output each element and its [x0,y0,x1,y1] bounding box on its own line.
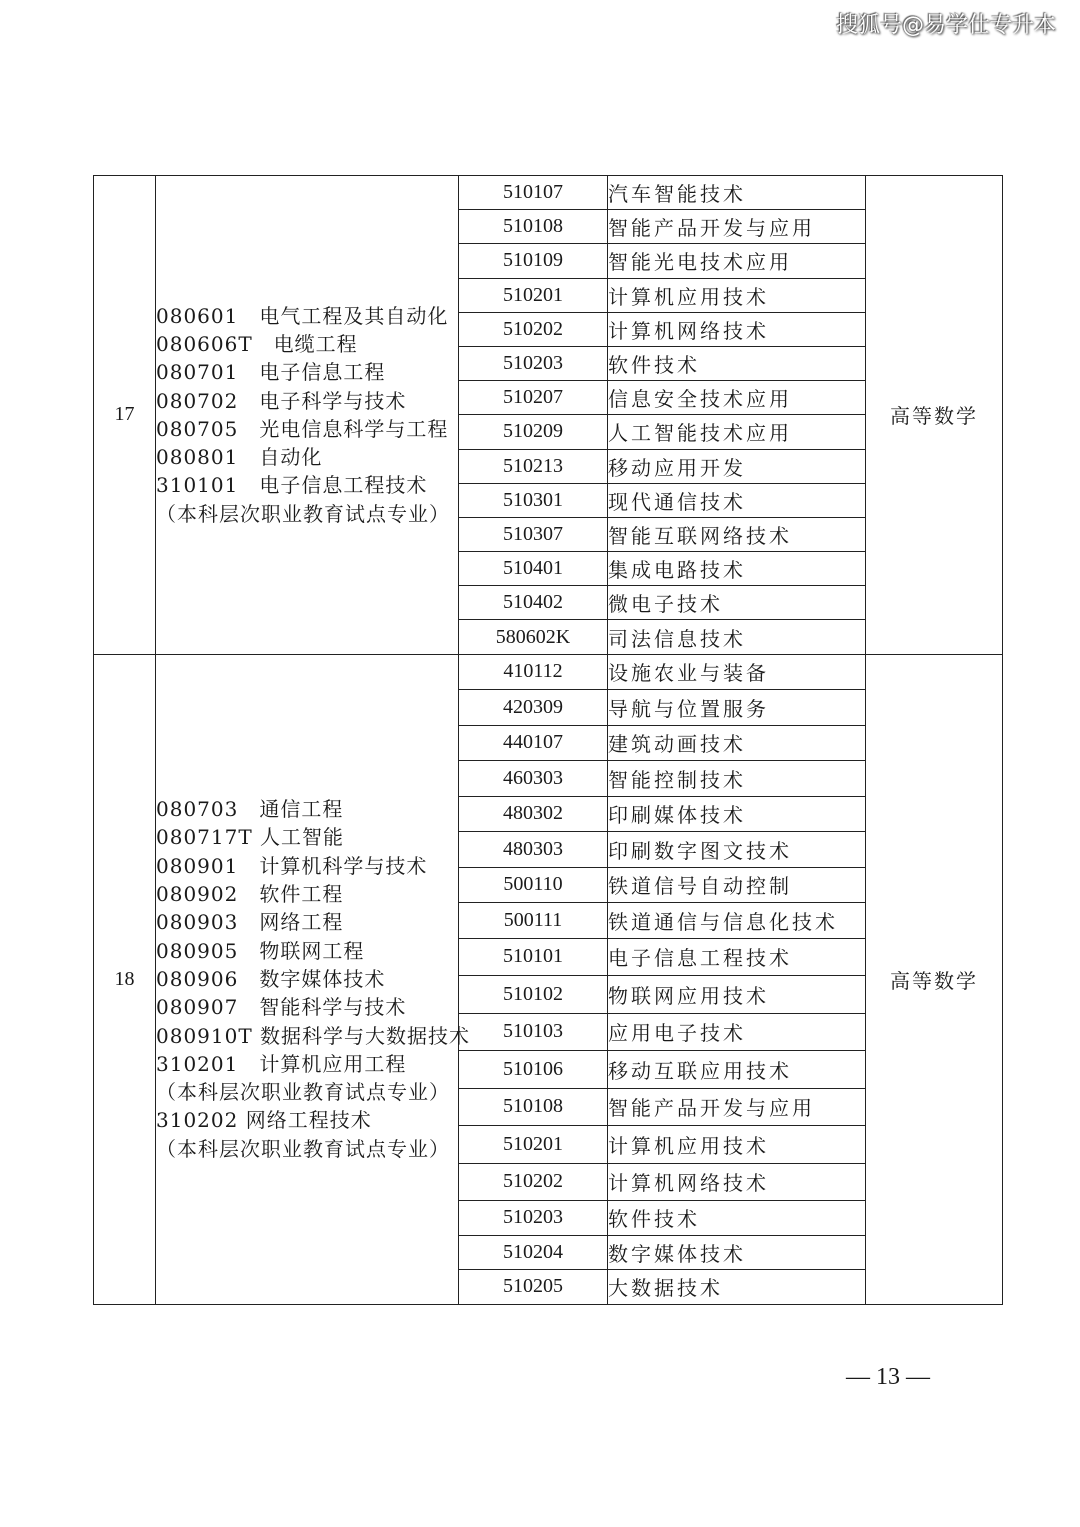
undergrad-major-line: （本科层次职业教育试点专业） [156,1080,450,1105]
vocational-major-name: 铁道通信与信息化技术 [608,903,866,939]
vocational-major-code: 510204 [459,1235,608,1270]
vocational-major-name: 导航与位置服务 [608,690,866,726]
vocational-major-code: 420309 [459,690,608,726]
group-number: 18 [94,654,156,1304]
vocational-major-name: 印刷媒体技术 [608,796,866,832]
vocational-major-code: 510203 [459,1201,608,1236]
undergrad-major-line: 080801 自动化 [156,445,323,470]
group-17 [94,176,1003,655]
vocational-major-name: 计算机应用技术 [608,1126,866,1164]
vocational-major-code: 510103 [459,1013,608,1051]
vocational-major-code: 510205 [459,1270,608,1305]
vocational-major-code: 510201 [459,1126,608,1164]
vocational-major-name: 司法信息技术 [608,620,866,654]
vocational-major-code: 460303 [459,761,608,797]
exam-subject: 高等数学 [866,176,1003,655]
vocational-major-code: 510207 [459,381,608,415]
exam-subject: 高等数学 [866,654,1003,1304]
vocational-major-name: 计算机网络技术 [608,1163,866,1201]
vocational-major-code: 580602K [459,620,608,654]
vocational-major-code: 510202 [459,312,608,346]
vocational-major-name: 数字媒体技术 [608,1235,866,1270]
undergrad-major-line: 080702 电子科学与技术 [156,388,407,413]
vocational-major-code: 500111 [459,903,608,939]
vocational-major-name: 人工智能技术应用 [608,415,866,449]
undergrad-major-line: 080901 计算机科学与技术 [156,853,428,878]
vocational-major-name: 软件技术 [608,346,866,380]
undergrad-major-line: 080701 电子信息工程 [156,360,386,385]
vocational-major-code: 500110 [459,867,608,903]
vocational-major-code: 510213 [459,449,608,483]
vocational-major-name: 智能互联网络技术 [608,517,866,551]
undergrad-major-line: 080717T 人工智能 [156,825,345,850]
vocational-major-name: 铁道信号自动控制 [608,867,866,903]
vocational-major-name: 物联网应用技术 [608,976,866,1014]
vocational-major-code: 410112 [459,654,608,690]
vocational-major-code: 510301 [459,483,608,517]
vocational-major-code: 510201 [459,278,608,312]
vocational-major-name: 微电子技术 [608,586,866,620]
vocational-major-name: 印刷数字图文技术 [608,832,866,868]
group-number: 17 [94,176,156,655]
vocational-major-code: 510108 [459,1088,608,1126]
vocational-major-name: 智能产品开发与应用 [608,210,866,244]
undergrad-major-line: 080705 光电信息科学与工程 [156,416,449,441]
vocational-major-name: 移动应用开发 [608,449,866,483]
vocational-major-code: 510202 [459,1163,608,1201]
undergrad-major-line: 080906 数字媒体技术 [156,966,386,991]
vocational-major-name: 集成电路技术 [608,552,866,586]
undergrad-majors-cell [156,176,459,655]
undergrad-major-line: 080601 电气工程及其自动化 [156,303,449,328]
vocational-major-code: 480302 [459,796,608,832]
undergrad-major-line: 310201 计算机应用工程 [156,1051,407,1076]
vocational-major-name: 智能产品开发与应用 [608,1088,866,1126]
undergrad-major-line: 080905 物联网工程 [156,938,365,963]
undergrad-major-line: 310202 网络工程技术 [156,1108,372,1133]
undergrad-major-line: 310101 电子信息工程技术 [156,473,428,498]
vocational-major-name: 移动互联应用技术 [608,1051,866,1089]
undergrad-major-line: 080902 软件工程 [156,882,344,907]
table-row [94,654,1003,690]
undergrad-major-line: 080606T 电缆工程 [156,331,358,356]
undergrad-major-line: 080703 通信工程 [156,797,344,822]
vocational-major-name: 大数据技术 [608,1270,866,1305]
group-18 [94,654,1003,1304]
vocational-major-code: 510402 [459,586,608,620]
vocational-major-code: 510209 [459,415,608,449]
vocational-major-code: 510203 [459,346,608,380]
vocational-major-name: 计算机应用技术 [608,278,866,312]
vocational-major-code: 510102 [459,976,608,1014]
vocational-major-name: 现代通信技术 [608,483,866,517]
undergrad-majors-cell [156,654,471,1304]
page-number: — 13 — [846,1364,930,1390]
vocational-major-code: 510109 [459,244,608,278]
vocational-major-name: 汽车智能技术 [608,176,866,210]
vocational-major-name: 智能控制技术 [608,761,866,797]
undergrad-major-line: 080903 网络工程 [156,910,344,935]
major-mapping-table [93,175,1003,1305]
table-row [94,176,1003,210]
vocational-major-name: 计算机网络技术 [608,312,866,346]
undergrad-major-line: 080907 智能科学与技术 [156,995,407,1020]
undergrad-major-line: 080910T 数据科学与大数据技术 [156,1023,471,1048]
vocational-major-code: 510101 [459,938,608,976]
vocational-major-name: 建筑动画技术 [608,725,866,761]
watermark: 搜狐号@易学仕专升本 [835,13,1056,38]
vocational-major-name: 设施农业与装备 [608,654,866,690]
vocational-major-code: 510108 [459,210,608,244]
vocational-major-code: 440107 [459,725,608,761]
vocational-major-name: 电子信息工程技术 [608,938,866,976]
vocational-major-name: 信息安全技术应用 [608,381,866,415]
vocational-major-code: 480303 [459,832,608,868]
vocational-major-code: 510106 [459,1051,608,1089]
vocational-major-code: 510401 [459,552,608,586]
vocational-major-code: 510107 [459,176,608,210]
vocational-major-code: 510307 [459,517,608,551]
vocational-major-name: 智能光电技术应用 [608,244,866,278]
undergrad-major-line: （本科层次职业教育试点专业） [156,1136,450,1161]
vocational-major-name: 软件技术 [608,1201,866,1236]
undergrad-major-line: （本科层次职业教育试点专业） [156,501,450,526]
vocational-major-name: 应用电子技术 [608,1013,866,1051]
